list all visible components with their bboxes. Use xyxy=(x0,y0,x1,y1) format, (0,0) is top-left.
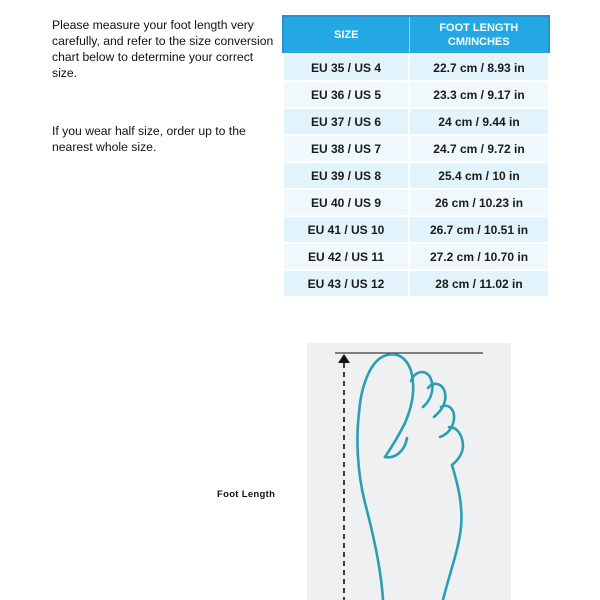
table-row xyxy=(283,54,549,81)
size-cell: EU 43 / US 12 xyxy=(283,270,409,297)
table-row xyxy=(283,270,549,297)
table-row xyxy=(283,162,549,189)
instruction-paragraph-measure: Please measure your foot length very carefully, and refer to the size conversion chart below to determine your correct size. xyxy=(52,18,274,80)
length-cell: 27.2 cm / 10.70 in xyxy=(409,243,549,270)
table-row xyxy=(283,108,549,135)
length-cell: 26.7 cm / 10.51 in xyxy=(409,216,549,243)
size-cell: EU 36 / US 5 xyxy=(283,81,409,108)
foot-outline xyxy=(357,354,463,600)
size-cell: EU 35 / US 4 xyxy=(283,54,409,81)
foot-length-label: Foot Length xyxy=(217,489,276,500)
size-cell: EU 37 / US 6 xyxy=(283,108,409,135)
size-cell: EU 41 / US 10 xyxy=(283,216,409,243)
instruction-paragraph-half-size: If you wear half size, order up to the nearest whole size. xyxy=(52,124,246,154)
table-row xyxy=(283,216,549,243)
header-foot-length-title: FOOT LENGTH xyxy=(439,22,519,34)
table-header-row xyxy=(283,16,549,54)
length-cell: 22.7 cm / 8.93 in xyxy=(409,54,549,81)
foot-outline-illustration xyxy=(307,343,511,600)
length-cell: 24.7 cm / 9.72 in xyxy=(409,135,549,162)
length-cell: 28 cm / 11.02 in xyxy=(409,270,549,297)
size-cell: EU 38 / US 7 xyxy=(283,135,409,162)
length-cell: 23.3 cm / 9.17 in xyxy=(409,81,549,108)
length-cell: 25.4 cm / 10 in xyxy=(409,162,549,189)
table-row xyxy=(283,243,549,270)
length-cell: 26 cm / 10.23 in xyxy=(409,189,549,216)
size-cell: EU 39 / US 8 xyxy=(283,162,409,189)
table-row xyxy=(283,81,549,108)
measurement-instructions xyxy=(52,17,277,155)
arrow-head-icon xyxy=(338,354,350,363)
table-row xyxy=(283,189,549,216)
header-foot-length-units: CM/INCHES xyxy=(447,36,510,48)
header-size: SIZE xyxy=(283,16,409,54)
header-foot-length xyxy=(409,16,549,54)
length-cell: 24 cm / 9.44 in xyxy=(409,108,549,135)
size-cell: EU 40 / US 9 xyxy=(283,189,409,216)
table-row xyxy=(283,135,549,162)
size-conversion-table xyxy=(282,15,550,298)
size-cell: EU 42 / US 11 xyxy=(283,243,409,270)
